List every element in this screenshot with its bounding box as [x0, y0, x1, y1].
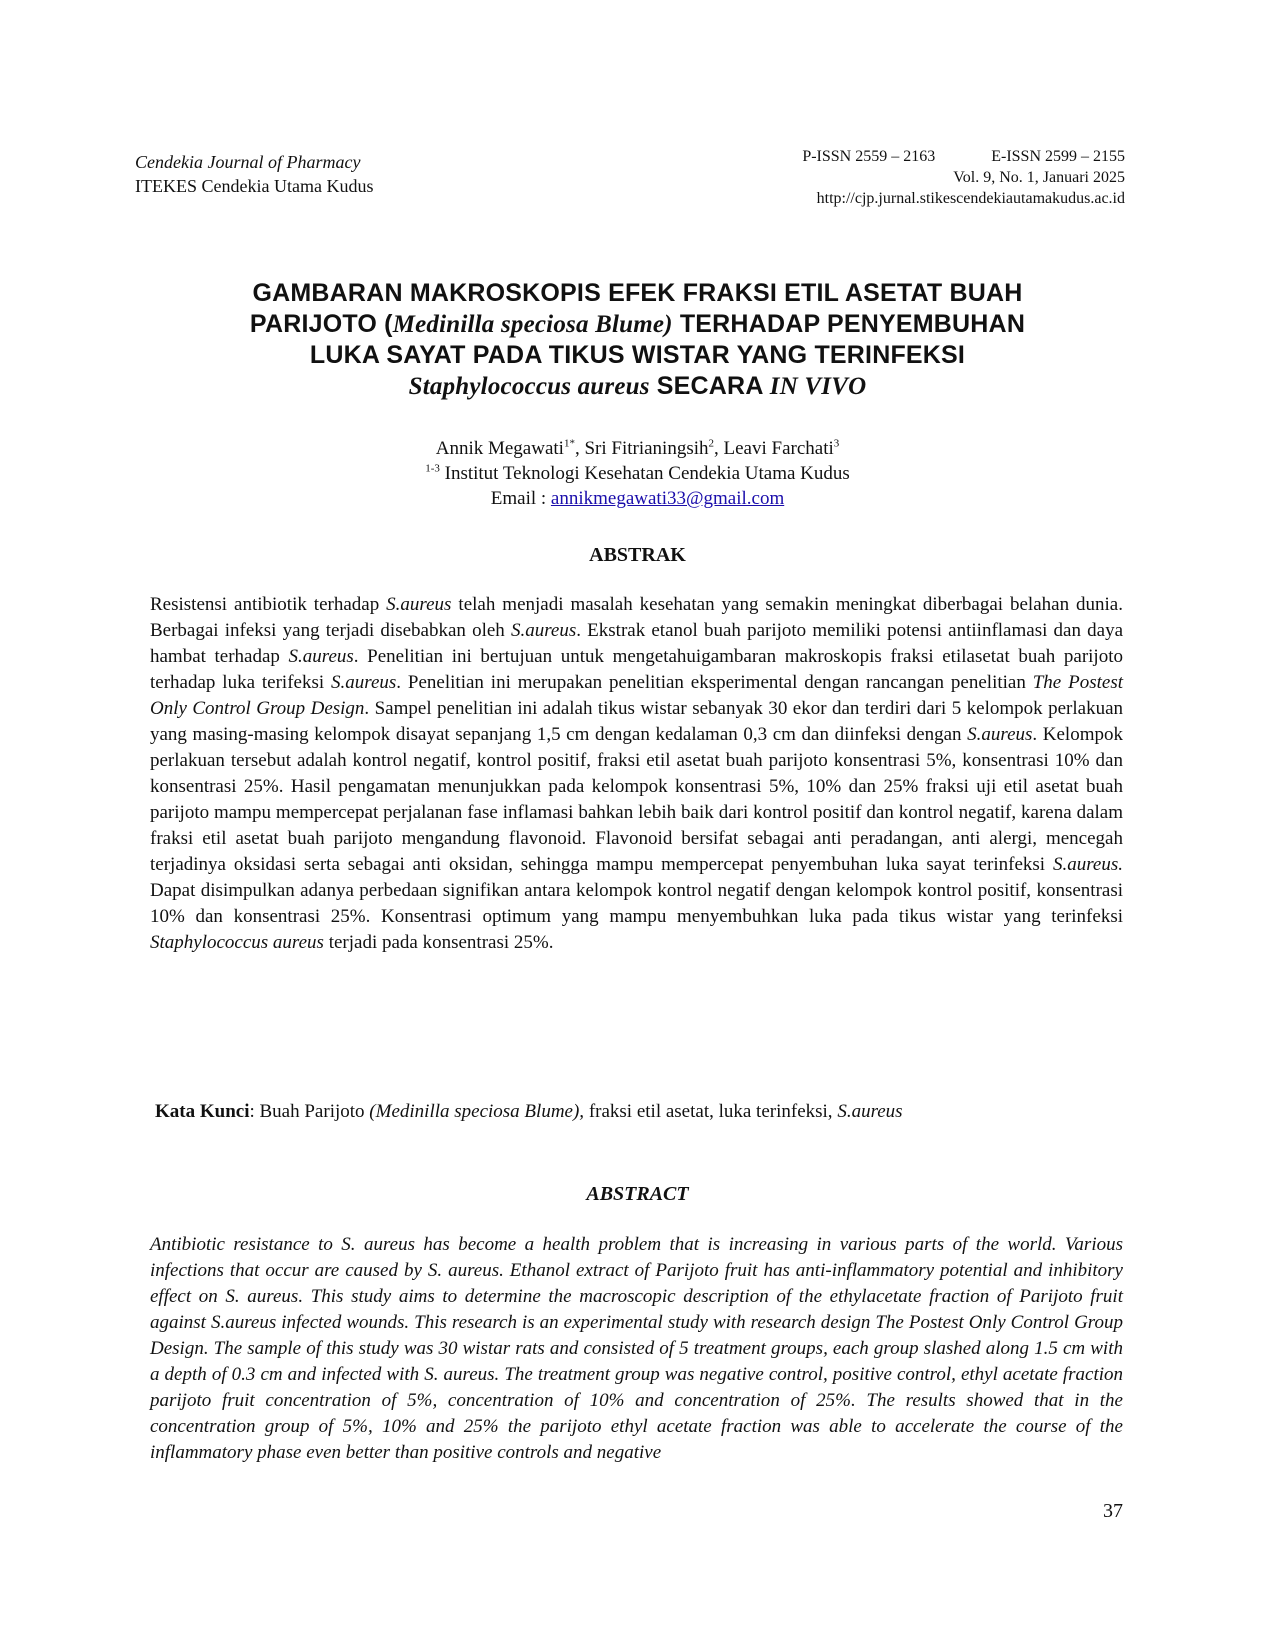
author-name: , Sri Fitrianingsih	[574, 438, 709, 459]
author-block	[140, 436, 1135, 511]
affiliation-sup: 1-3	[425, 462, 440, 475]
eissn: E-ISSN 2599 – 2155	[991, 148, 1125, 165]
abstrak-text: Resistensi antibiotik terhadap	[150, 594, 387, 615]
title-line-4	[140, 371, 1135, 402]
abstrak-text: . Sampel penelitian ini adalah tikus wistar sebanyak 30 ekor dan terdiri dari 5 kelompok perlakuan yang masing-masing kelompok disayat sepanjang 1,5 cm dengan kedalaman 0,3 cm dan diinfeksi dengan	[150, 698, 1123, 745]
title-in-vivo: IN VIVO	[769, 373, 867, 400]
abstrak-text: Dapat disimpulkan adanya perbedaan signifikan antara kelompok kontrol negatif dengan kelompok kontrol positif, konsentrasi 10% dan konsentrasi 25%. Konsentrasi optimum yang mampu menyembuhkan luka pada tikus wistar yang terinfeksi	[150, 880, 1123, 927]
affiliation	[140, 461, 1135, 486]
author-name: , Leavi Farchati	[714, 438, 834, 459]
abstrak-italic: Staphylococcus aureus	[150, 932, 324, 953]
pissn: P-ISSN 2559 – 2163	[802, 148, 936, 165]
abstrak-text: . Kelompok perlakuan tersebut adalah kontrol negatif, kontrol positif, fraksi etil asetat buah parijoto konsentrasi 5%, konsentrasi 10% dan konsentrasi 25%. Hasil pengamatan menunjukkan pada kelompok konsentrasi 5%, 10% dan 25% fraksi uji etil asetat buah parijoto mampu mempercepat perjalanan fase inflamasi bahkan lebih baik dari kontrol positif dan kontrol negatif, karena dalam fraksi etil asetat buah parijoto mengandung flavonoid. Flavonoid bersifat sebagai anti peradangan, anti alergi, mencegah terjadinya oksidasi serta sebagai anti oksidan, sehingga mampu mempercepat penyembuhan luka sayat terinfeksi	[150, 724, 1123, 875]
email-label: Email :	[490, 488, 551, 509]
journal-meta	[802, 146, 1125, 209]
abstrak-italic: S.aureus	[288, 646, 354, 667]
abstrak-heading: ABSTRAK	[589, 544, 686, 566]
issn-row	[802, 146, 1125, 167]
keywords-line	[155, 1099, 1115, 1125]
title-text: TERHADAP PENYEMBUHAN	[672, 310, 1026, 338]
email-line	[140, 486, 1135, 511]
title-species: Medinilla speciosa Blume)	[392, 311, 673, 338]
author-list	[140, 436, 1135, 461]
title-line-3: LUKA SAYAT PADA TIKUS WISTAR YANG TERINFEKSI	[309, 341, 966, 369]
title-line-1: GAMBARAN MAKROSKOPIS EFEK FRAKSI ETIL ASETAT BUAH	[252, 279, 1023, 307]
abstrak-italic: S.aureus	[510, 620, 577, 641]
abstrak-italic: S.aureus	[386, 594, 452, 615]
abstrak-text: . Ekstrak etanol buah parijoto memiliki potensi antiinflamasi dan daya hambat terhadap	[150, 620, 1124, 667]
abstrak-body	[150, 592, 1123, 956]
abstrak-text: terjadi pada konsentrasi 25%.	[323, 932, 554, 953]
title-bacteria: Staphylococcus aureus	[408, 373, 650, 400]
abstrak-italic: The Postest Only Control Group Design	[150, 672, 1123, 719]
journal-header	[135, 150, 373, 198]
journal-name: Cendekia Journal of Pharmacy	[135, 152, 361, 172]
author-sup: 3	[833, 437, 840, 450]
abstract-body: Antibiotic resistance to S. aureus has become a health problem that is increasing in various parts of the world. Various infections that occur are caused by S. aureus. Ethanol extract of Parijoto fruit has anti-inflammatory potential and inhibitory effect on S. aureus. This study aims to determine the macroscopic description of the ethylacetate fraction of Parijoto fruit against S.aureus infected wounds. This research is an experimental study with research design The Postest Only Control Group Design. The sample of this study was 30 wistar rats and consisted of 5 treatment groups, each group slashed along 1.5 cm with a depth of 0.3 cm and infected with S. aureus. The treatment group was negative control, positive control, ethyl acetate fraction parijoto fruit concentration of 5%, concentration of 10% and concentration of 25%. The results showed that in the concentration group of 5%, 10% and 25% the parijoto ethyl acetate fraction was able to accelerate the course of the inflammatory phase even better than positive controls and negative	[150, 1234, 1123, 1463]
author-sup: 2	[708, 437, 714, 450]
title-text: PARIJOTO (	[249, 310, 393, 338]
affiliation-text: Institut Teknologi Kesehatan Cendekia Utama Kudus	[439, 463, 850, 484]
author-name: Annik Megawati	[435, 438, 564, 459]
keywords-italic: (Medinilla speciosa Blume),	[369, 1101, 585, 1122]
email-link[interactable]: annikmegawati33@gmail.com	[550, 488, 785, 509]
title-text: SECARA	[649, 372, 770, 400]
abstrak-italic: S.aureus.	[1052, 854, 1123, 875]
keywords-text: fraksi etil asetat, luka terinfeksi,	[584, 1101, 838, 1122]
abstrak-text: . Penelitian ini bertujuan untuk mengetahuigambaran makroskopis fraksi etilasetat buah parijoto terhadap luka terifeksi	[150, 646, 1123, 693]
institution-name: ITEKES Cendekia Utama Kudus	[135, 176, 374, 196]
journal-url[interactable]: http://cjp.jurnal.stikescendekiautamakudus.ac.id	[816, 190, 1125, 207]
abstrak-italic: S.aureus	[967, 724, 1033, 745]
abstrak-text: . Penelitian ini merupakan penelitian eksperimental dengan rancangan penelitian	[396, 672, 1033, 693]
title-line-2	[140, 309, 1135, 340]
paper-title	[140, 278, 1135, 402]
volume-info: Vol. 9, No. 1, Januari 2025	[953, 169, 1125, 186]
author-sup: 1*	[563, 437, 575, 450]
abstrak-text: telah menjadi masalah kesehatan yang semakin meningkat diberbagai belahan dunia. Berbagai infeksi yang terjadi disebabkan oleh	[150, 594, 1123, 641]
abstrak-italic: S.aureus	[331, 672, 397, 693]
keywords-text: : Buah Parijoto	[249, 1101, 370, 1122]
keywords-italic: S.aureus	[837, 1101, 903, 1122]
keywords-label: Kata Kunci	[155, 1101, 250, 1122]
abstract-heading: ABSTRACT	[586, 1183, 689, 1205]
page-number: 37	[1103, 1500, 1123, 1522]
